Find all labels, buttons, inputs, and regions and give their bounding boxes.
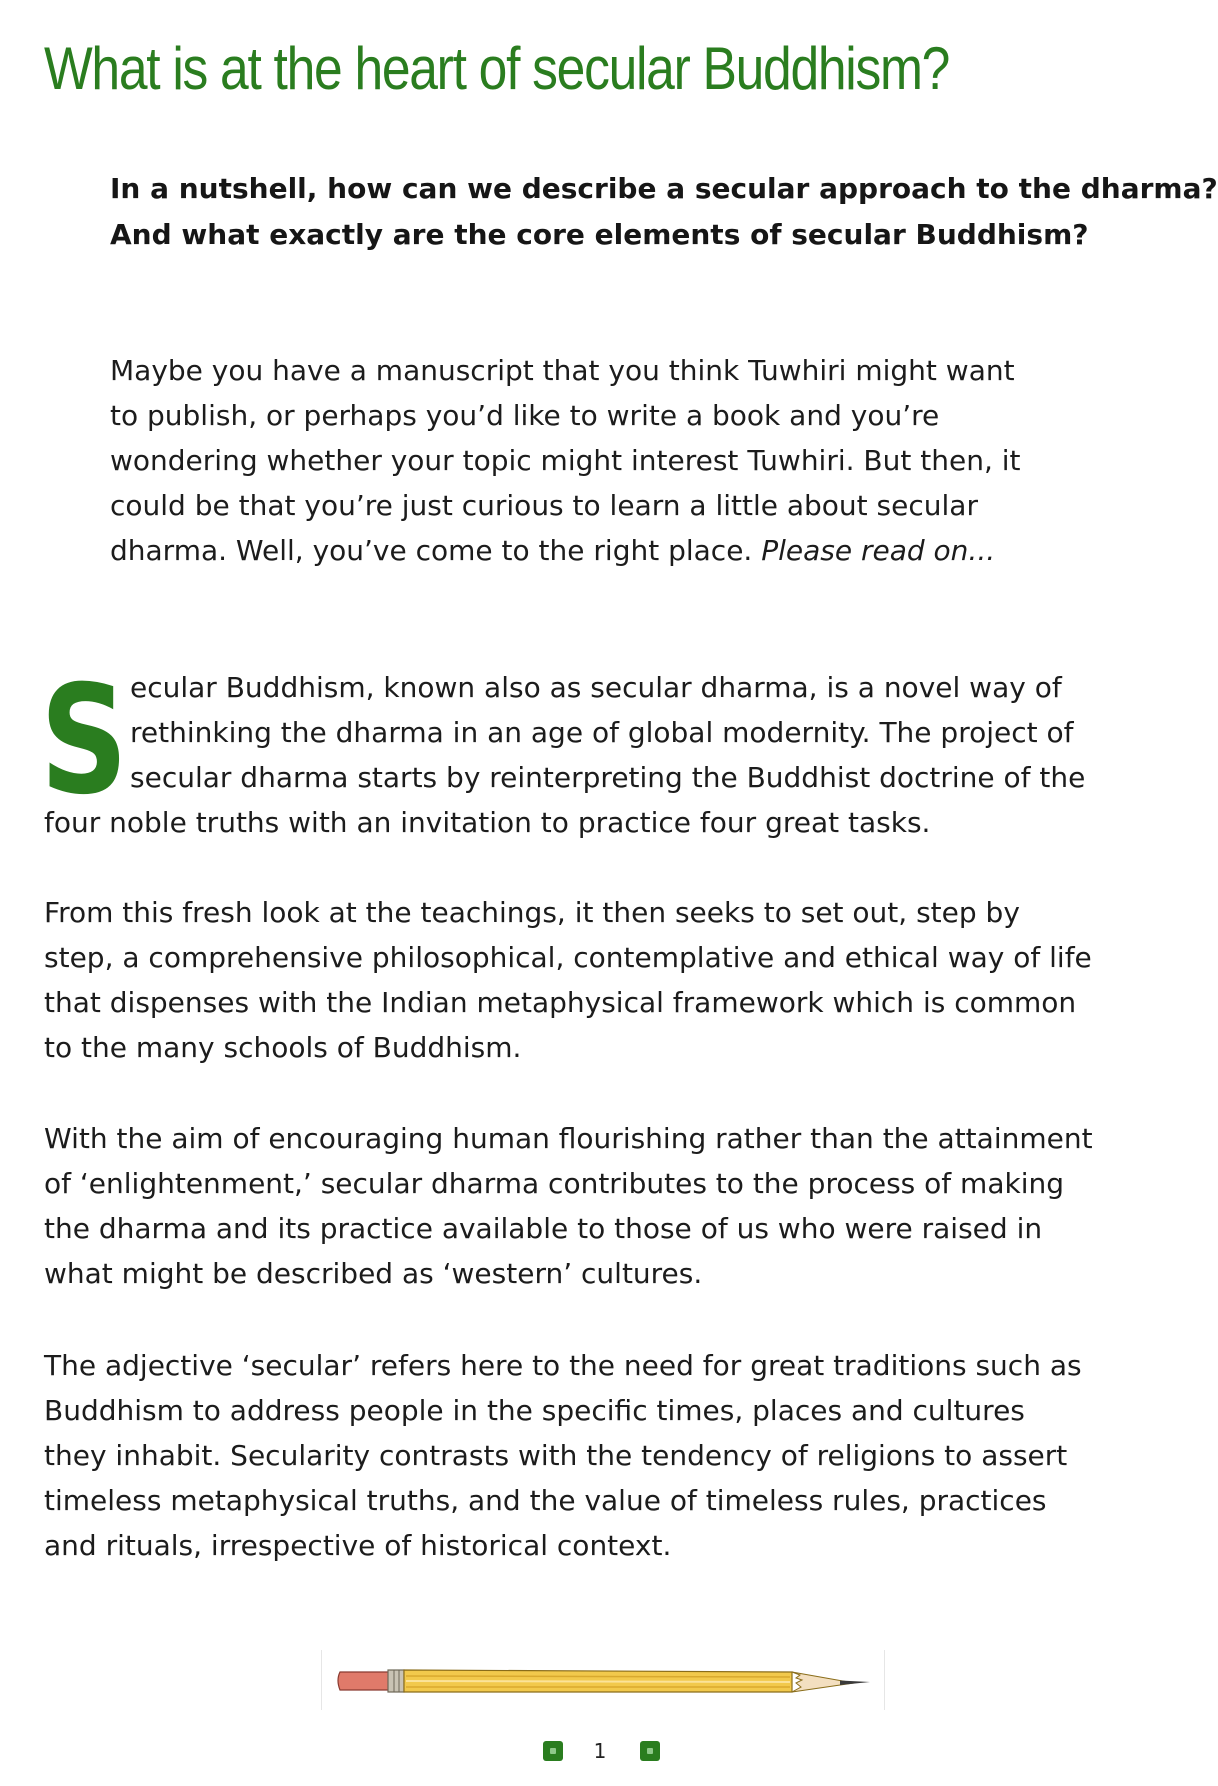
paragraph-2 <box>44 890 1164 1070</box>
paragraph-4 <box>44 1343 1164 1568</box>
paragraph-line: With the aim of encouraging human flourishing rather than the attainment <box>44 1122 1093 1155</box>
paragraph-line: of ‘enlightenment,’ secular dharma contributes to the process of making <box>44 1167 1065 1200</box>
paragraph-1 <box>44 665 1164 845</box>
paragraph-line: Buddhism to address people in the specific times, places and cultures <box>44 1394 1025 1427</box>
intro-line: Maybe you have a manuscript that you think Tuwhiri might want <box>110 354 1015 387</box>
intro-line: to publish, or perhaps you’d like to write a book and you’re <box>110 399 940 432</box>
paragraph-line: what might be described as ‘western’ cultures. <box>44 1257 703 1290</box>
intro-paragraph <box>110 348 1110 573</box>
pencil-divider-icon <box>321 1650 885 1710</box>
paragraph-line: that dispenses with the Indian metaphysical framework which is common <box>44 986 1077 1019</box>
dropcap-letter: S <box>40 654 128 828</box>
current-page-number: 1 <box>593 1739 607 1763</box>
intro-line: could be that you’re just curious to learn a little about secular <box>110 489 978 522</box>
paragraph-line: secular dharma starts by reinterpreting the Buddhist doctrine of the <box>130 761 1086 794</box>
paragraph-line: From this fresh look at the teachings, it then seeks to set out, step by <box>44 896 1020 929</box>
intro-line: wondering whether your topic might interest Tuwhiri. But then, it <box>110 444 1021 477</box>
paragraph-line: step, a comprehensive philosophical, contemplative and ethical way of life <box>44 941 1092 974</box>
paragraph-line: and rituals, irrespective of historical context. <box>44 1529 672 1562</box>
next-page-button[interactable] <box>640 1741 660 1761</box>
lede-line: And what exactly are the core elements of secular Buddhism? <box>110 218 1089 251</box>
paragraph-line: four noble truths with an invitation to practice four great tasks. <box>44 806 931 839</box>
paragraph-line: to the many schools of Buddhism. <box>44 1031 522 1064</box>
paragraph-line: timeless metaphysical truths, and the value of timeless rules, practices <box>44 1484 1047 1517</box>
paragraph-line: they inhabit. Secularity contrasts with the tendency of religions to assert <box>44 1439 1068 1472</box>
lede <box>110 166 1218 258</box>
intro-line-last <box>110 528 1110 573</box>
pagination <box>0 1738 1196 1768</box>
intro-last-text: dharma. Well, you’ve come to the right place. <box>110 534 762 567</box>
paragraph-line: rethinking the dharma in an age of global modernity. The project of <box>130 716 1074 749</box>
paragraph-line: the dharma and its practice available to those of us who were raised in <box>44 1212 1043 1245</box>
lede-line: In a nutshell, how can we describe a secular approach to the dharma? <box>110 172 1218 205</box>
prev-page-button[interactable] <box>543 1741 563 1761</box>
page-title: What is at the heart of secular Buddhism? <box>44 35 950 102</box>
paragraph-line: The adjective ‘secular’ refers here to the need for great traditions such as <box>44 1349 1082 1382</box>
paragraph-3 <box>44 1116 1164 1296</box>
read-on-text: Please read on... <box>761 534 996 567</box>
paragraph-line: ecular Buddhism, known also as secular dharma, is a novel way of <box>130 671 1062 704</box>
